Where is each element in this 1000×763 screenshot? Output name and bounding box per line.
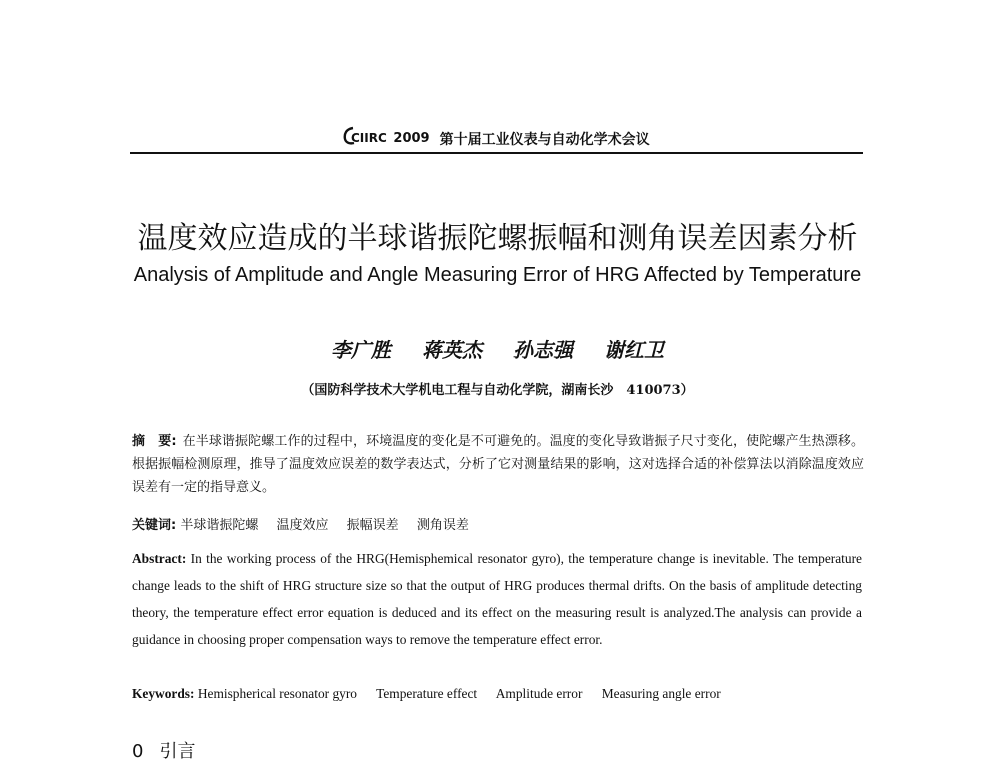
keywords-chinese-label: 关键词: [132,518,177,533]
keyword-english: Amplitude error [495,686,583,701]
author-list [100,334,895,363]
keyword-english: Measuring angle error [601,686,721,701]
section-title: 引言 [159,741,196,762]
author-name: 李广胜 [331,338,392,362]
conference-header [130,126,863,152]
keywords-chinese [132,516,864,536]
abstract-english-label: Abstract: [132,551,187,566]
author-name: 谢红卫 [603,338,664,362]
keyword-english: Hemispherical resonator gyro [197,686,357,701]
section-heading [132,737,532,763]
author-name: 蒋英杰 [422,338,483,362]
keyword-chinese: 温度效应 [276,518,329,533]
paper-title-english: Analysis of Amplitude and Angle Measuring Error of HRG Affected by Temperature [133,264,862,286]
conference-name: 第十届工业仪表与自动化学术会议 [439,131,650,148]
paper-title-chinese: 温度效应造成的半球谐振陀螺振幅和测角误差因素分析 [137,221,858,256]
section-number: 0 [132,741,144,762]
author-name: 孙志强 [512,338,573,362]
abstract-chinese-text: 在半球谐振陀螺工作的过程中，环境温度的变化是不可避免的。温度的变化导致谐振子尺寸变化，使陀螺产生热漂移。根据振幅检测原理，推导了温度效应误差的数学表达式，分析了它对测量结果的影响，这对选择合适的补偿算法以消除温度效应误差有一定的指导意义。 [132,434,864,495]
header-divider [130,152,863,154]
keyword-chinese: 半球谐振陀螺 [180,518,259,533]
conference-logo [343,126,388,151]
keyword-chinese: 振幅误差 [346,518,399,533]
svg-text:CIIRC: CIIRC [351,131,388,145]
affiliation: （国防科学技术大学机电工程与自动化学院，湖南长沙 410073） [301,383,694,398]
keyword-chinese: 测角误差 [416,518,469,533]
conference-year: 2009 [393,131,430,146]
keyword-english: Temperature effect [376,686,478,701]
abstract-english [132,545,862,653]
abstract-chinese-label: 摘 要: [132,434,177,449]
keywords-english [132,684,864,704]
keywords-english-label: Keywords: [132,686,195,701]
abstract-chinese [132,430,864,499]
abstract-english-text: In the working process of the HRG(Hemisphemical resonator gyro), the temperature change is inevitable. The temperature change leads to the shift of HRG structure size so that the output of HRG produces thermal drifts. On the basis of amplitude detecting theory, the temperature effect error equation is deduced and its effect on the measuring result is analyzed.The analysis can provide a guidance in choosing proper compensation ways to remove the temperature effect error. [132,551,862,647]
